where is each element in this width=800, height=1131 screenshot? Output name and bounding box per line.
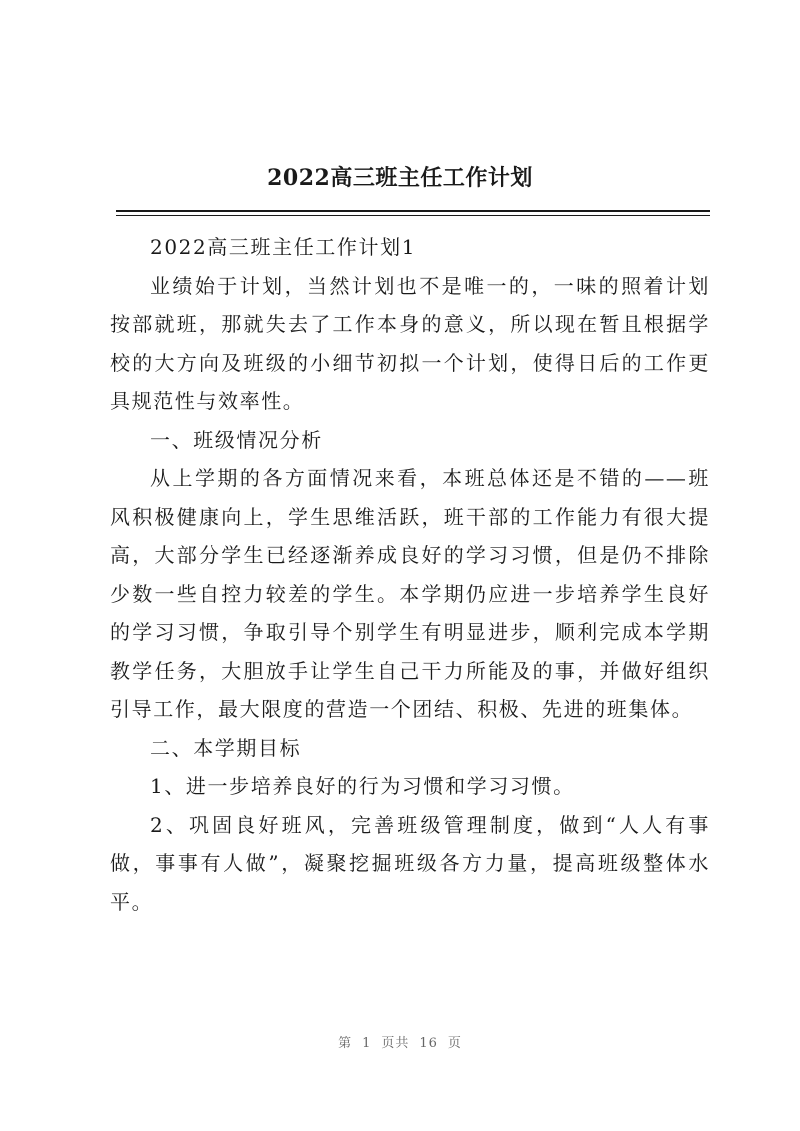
page-footer bbox=[0, 1032, 800, 1051]
goal-item-2: 2、巩固良好班风，完善班级管理制度，做到“人人有事做，事事有人做”，凝聚挖掘班级各方力量，提高班级整体水平。 bbox=[110, 812, 710, 914]
footer-suffix: 页 bbox=[447, 1036, 462, 1051]
title-divider bbox=[116, 210, 710, 212]
intro-paragraph: 业绩始于计划，当然计划也不是唯一的，一味的照着计划按部就班，那就失去了工作本身的意义，所以现在暂且根据学校的大方向及班级的小细节初拟一个计划，使得日后的工作更具规范性与效率性。 bbox=[110, 273, 710, 413]
section-heading-class-analysis: 一、班级情况分析 bbox=[150, 427, 323, 452]
footer-prefix: 第 bbox=[338, 1036, 353, 1051]
goal-item-1: 1、进一步培养良好的行为习惯和学习习惯。 bbox=[150, 774, 575, 798]
footer-current-page: 1 bbox=[362, 1036, 372, 1051]
title-divider-thin bbox=[116, 215, 710, 216]
document-body bbox=[110, 228, 710, 921]
section-heading-semester-goals: 二、本学期目标 bbox=[150, 735, 302, 760]
document-title: 2022高三班主任工作计划 bbox=[267, 165, 533, 191]
footer-total-pages: 16 bbox=[419, 1036, 438, 1051]
footer-mid: 页共 bbox=[381, 1036, 410, 1051]
class-analysis-paragraph: 从上学期的各方面情况来看，本班总体还是不错的——班风积极健康向上，学生思维活跃，班干部的工作能力有很大提高，大部分学生已经逐渐养成良好的学习习惯，但是仍不排除少数一些自控力较差的学生。本学期仍应进一步培养学生良好的学习习惯，争取引导个别学生有明显进步，顺利完成本学期教学任务，大胆放手让学生自己干力所能及的事，并做好组织引导工作，最大限度的营造一个团结、积极、先进的班集体。 bbox=[110, 466, 710, 721]
section-subtitle: 2022高三班主任工作计划1 bbox=[150, 235, 417, 259]
